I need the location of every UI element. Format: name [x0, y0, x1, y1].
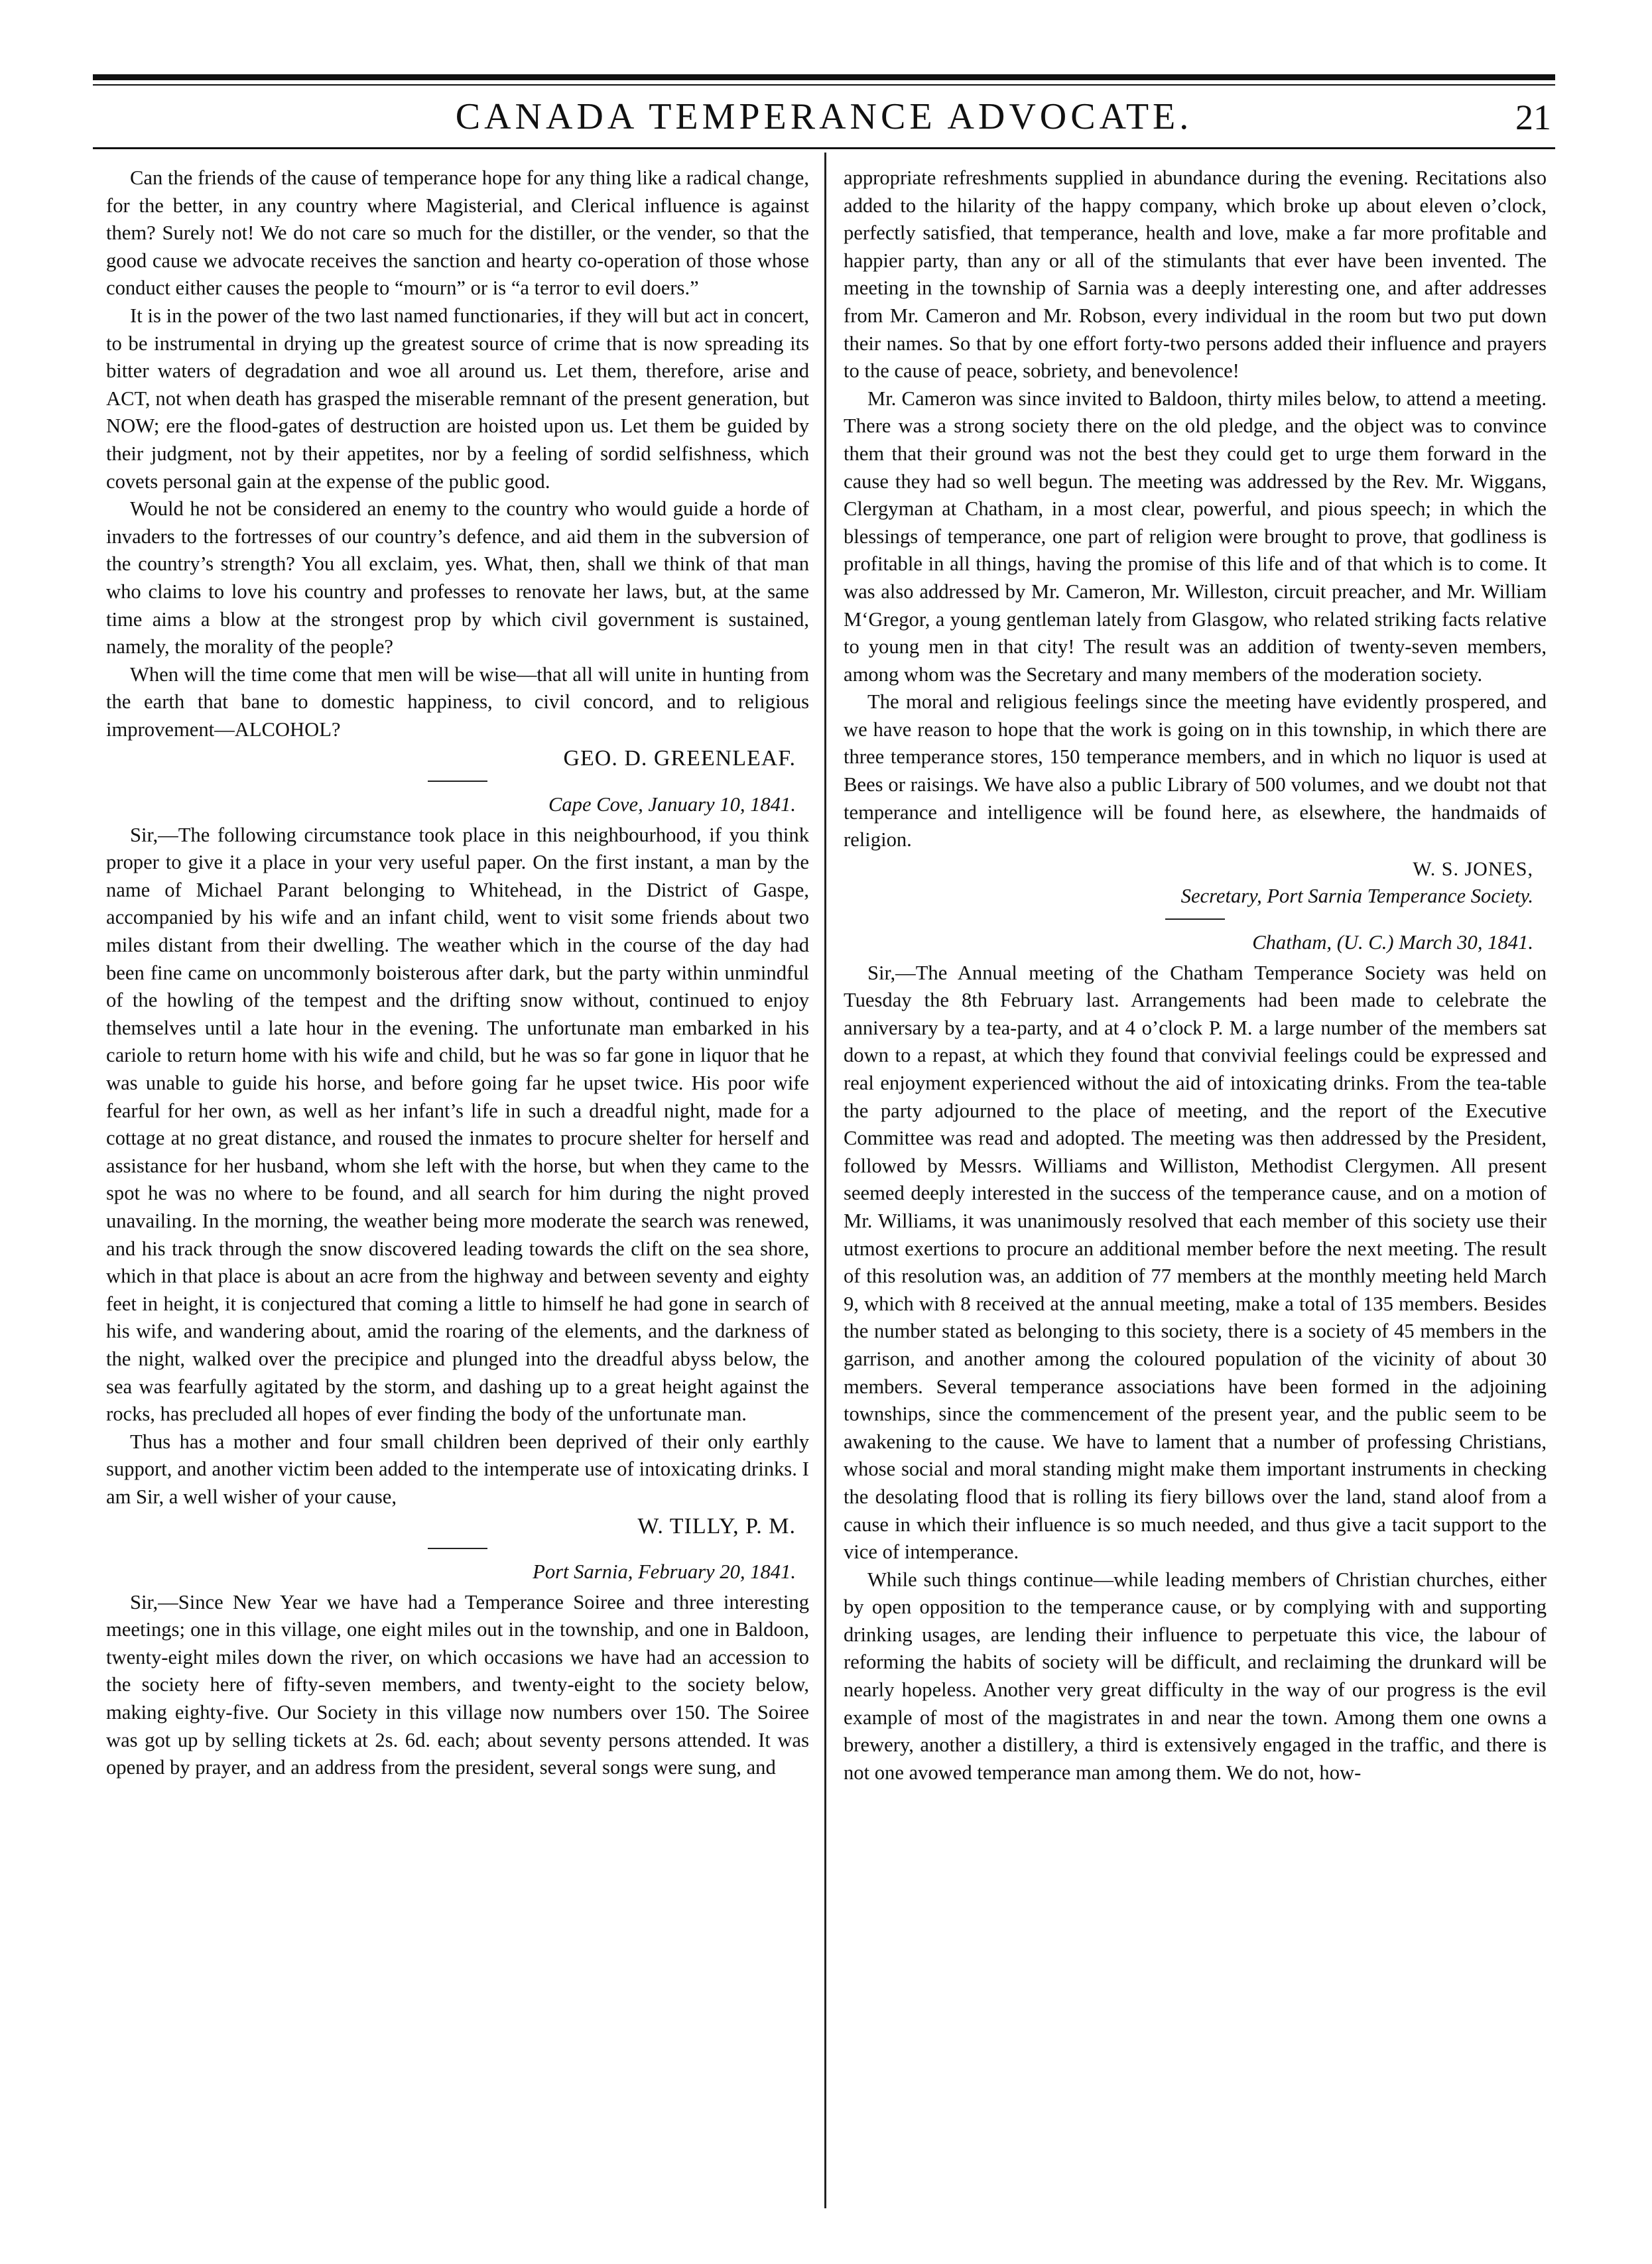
header-rule	[93, 147, 1555, 149]
section-separator	[1165, 918, 1225, 920]
dateline-chatham: Chatham, (U. C.) March 30, 1841.	[1252, 931, 1533, 954]
letter-paragraph: The moral and religious feelings since the meeting have evidently prospered, and we have reason to hope that the work is going on in this township, in which there are three temperance stores, 150 temperance members, and in which no liquor is used at Bees or raisings. We have also a public Library of 500 volumes, and we doubt not that temperance and intelligence will be found here, as elsewhere, the handmaids of religion.	[844, 690, 1547, 851]
publication-title: CANADA TEMPERANCE ADVOCATE.	[455, 96, 1193, 137]
signature-tilly: W. TILLY, P. M.	[637, 1513, 796, 1539]
signature-jones: W. S. JONES,	[1413, 857, 1533, 880]
letter-paragraph: Sir,—Since New Year we have had a Temperance Soiree and three interesting meetings; one in this village, one eight miles out in the township, and one in Baldoon, twenty-eight miles down the river, on which occasions we have had an accession to the society here of fifty-seven members, and twenty-eight to the society below, making eighty-five. Our Society in this village now numbers over 150. The Soiree was got up by selling tickets at 2s. 6d. each; about seventy persons attended. It was opened by prayer, and an address from the president, several songs were sung, and	[106, 1590, 809, 1779]
signature-greenleaf: GEO. D. GREENLEAF.	[563, 746, 796, 771]
letter-paragraph: While such things continue—while leading members of Christian churches, either by open opposition to the temperance cause, or by complying with and supporting drinking usages, are lending their influence to perpetuate this vice, the labour of reforming the habits of society will be difficult, and reclaiming the drunkard will be nearly hopeless. Another very great difficulty in the way of our progress is the evil example of most of the magistrates in and near the town. Among them one owns a brewery, another a distillery, a third is extensively engaged in the traffic, and there is not one avowed temperance man among them. We do not, how-	[844, 1568, 1547, 1784]
top-rule-thin	[93, 84, 1555, 86]
article-paragraph: Can the friends of the cause of temperance hope for any thing like a radical change, for the better, in any country where Magisterial, and Clerical influence is against them? Surely not! We do not care so much for the distiller, or the vender, so that the good cause we advocate receives the sanction and hearty co-operation of those whose conduct either causes the people to “mourn” or is “a terror to evil doers.”	[106, 166, 809, 300]
running-header	[93, 93, 1555, 146]
section-separator	[428, 781, 487, 782]
page-number: 21	[1515, 97, 1551, 137]
signature-title-jones: Secretary, Port Sarnia Temperance Society.	[1180, 885, 1533, 908]
right-column	[844, 164, 1547, 1787]
top-rule-thick	[93, 74, 1555, 80]
dateline-port-sarnia: Port Sarnia, February 20, 1841.	[533, 1560, 796, 1584]
article-paragraph: Would he not be considered an enemy to the country who would guide a horde of invaders to the fortresses of our country’s defence, and aid them in the subversion of the country’s strength? You all exclaim, yes. What, then, shall we think of that man who claims to love his country and professes to renovate her laws, but, at the same time aims a blow at the strongest prop by which civil government is sustained, namely, the morality of the people?	[106, 497, 809, 659]
letter-paragraph: Mr. Cameron was since invited to Baldoon, thirty miles below, to attend a meeting. There was a strong society there on the old pledge, and the object was to convince them that their ground was not the best they could get to urge them forward in the cause they had so well begun. The meeting was addressed by the Rev. Mr. Wiggans, Clergyman at Chatham, in a most clear, powerful, and pious speech; in which the blessings of temperance, one part of religion were brought to prove, that godliness is profitable in all things, having the promise of this life and of that which is to come. It was also addressed by Mr. Cameron, Mr. Willeston, circuit preacher, and Mr. William M‘Gregor, a young gentleman lately from Glasgow, who related striking facts relative to young men in that city! The result was an addition of twenty-seven members, among whom was the Secretary and many members of the moderation society.	[844, 387, 1547, 686]
section-separator	[428, 1548, 487, 1549]
column-divider	[824, 153, 826, 2208]
article-paragraph: It is in the power of the two last named functionaries, if they will but act in concert, to be instrumental in drying up the greatest source of crime that is now spreading its bitter waters of degradation and woe all around us. Let them, therefore, arise and ACT, not when death has grasped the miserable remnant of the present generation, but NOW; ere the flood-gates of destruction are hoisted upon us. Let them be guided by their judgment, not by their appetites, nor by a feeling of sordid selfishness, which covets personal gain at the expense of the public good.	[106, 304, 809, 493]
letter-paragraph: Sir,—The Annual meeting of the Chatham Temperance Society was held on Tuesday the 8th February last. Arrangements had been made to celebrate the anniversary by a tea-party, and at 4 o’clock P. M. a large number of the members sat down to a repast, at which they found that convivial feelings could be expressed and real enjoyment experienced without the aid of intoxicating drinks. From the tea-table the party adjourned to the place of meeting, and the report of the Executive Committee was read and adopted. The meeting was then addressed by the President, followed by Messrs. Williams and Williston, Methodist Clergymen. All present seemed deeply interested in the success of the temperance cause, and on a motion of Mr. Williams, it was unanimously resolved that each member of this society use their utmost exertions to procure an additional member before the next meeting. The result of this resolution was, an addition of 77 members at the monthly meeting held March 9, which with 8 received at the annual meeting, make a total of 135 members. Besides the number stated as belonging to this society, there is a society of 45 members in the garrison, and another among the coloured population of the vicinity of about 30 members. Several temperance associations have been formed in the adjoining townships, since the commencement of the present year, and the public seem to be awakening to the cause. We have to lament that a number of professing Christians, whose social and moral standing might make them important instruments in checking the desolating flood that is rolling its fiery billows over the land, stand aloof from a cause in which their influence is so much needed, and thus give a tacit support to the vice of intemperance.	[844, 961, 1547, 1564]
letter-paragraph: Sir,—The following circumstance took place in this neighbourhood, if you think proper to give it a place in your very useful paper. On the first instant, a man by the name of Michael Parant belonging to Whitehead, in the District of Gaspe, accompanied by his wife and an infant child, went to visit some friends about two miles distant from their dwelling. The weather which in the course of the day had been fine came on uncommonly boisterous after dark, but the party within unmindful of the howling of the tempest and the drifting snow without, continued to enjoy themselves until a late hour in the evening. The unfortunate man embarked in his cariole to return home with his wife and child, but he was so far gone in liquor that he was unable to guide his horse, and before going far he upset twice. His poor wife fearful for her own, as well as her infant’s life in such a dreadful night, made for a cottage at no great distance, and roused the inmates to procure shelter for herself and assistance for her husband, whom she left with the horse, but when they came to the spot he was no where to be found, and all search for him during the night proved unavailing. In the morning, the weather being more moderate the search was renewed, and his track through the snow discovered leading towards the clift on the sea shore, which in that place is about an acre from the highway and between seventy and eighty feet in height, it is conjectured that coming a little to himself he had gone in search of his wife, and wandering about, amid the roaring of the elements, and the darkness of the night, walked over the precipice and plunged into the dreadful abyss below, the sea was fearfully agitated by the storm, and dashing up to a great height against the rocks, has precluded all hopes of ever finding the body of the unfortunate man.	[106, 823, 809, 1426]
dateline-cape-cove: Cape Cove, January 10, 1841.	[548, 793, 796, 816]
letter-paragraph-continued: appropriate refreshments supplied in abundance during the evening. Recitations also added to the hilarity of the happy company, which broke up about eleven o’clock, perfectly satisfied, that temperance, health and love, make a far more profitable and happier party, than any or all of the stimulants that ever have been invented. The meeting in the township of Sarnia was a deeply interesting one, and after addresses from Mr. Cameron and Mr. Robson, every individual in the room but two put down their names. So that by one effort forty-two persons added their influence and prayers to the cause of peace, sobriety, and benevolence!	[844, 166, 1547, 383]
left-column	[106, 164, 809, 1782]
article-paragraph: When will the time come that men will be wise—that all will unite in hunting from the earth that bane to domestic happiness, to civil concord, and to religious improvement—ALCOHOL?	[106, 662, 809, 741]
letter-paragraph: Thus has a mother and four small children been deprived of their only earthly support, and another victim been added to the intemperate use of intoxicating drinks. I am Sir, a well wisher of your cause,	[106, 1430, 809, 1508]
